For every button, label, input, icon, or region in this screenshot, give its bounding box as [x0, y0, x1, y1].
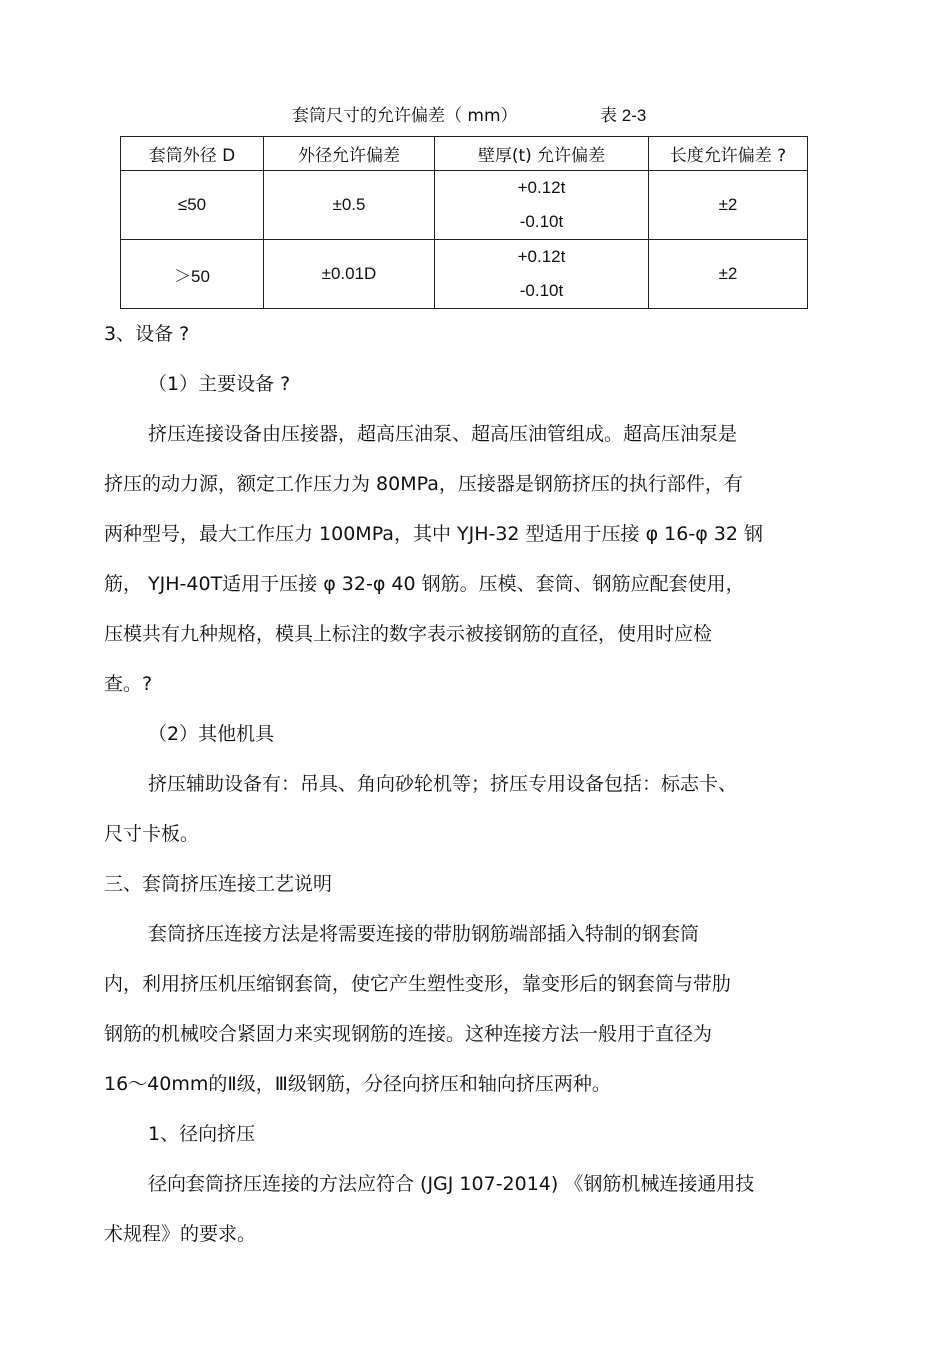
paragraph-line: 尺寸卡板。 [104, 823, 200, 845]
table-row [121, 240, 808, 309]
paragraph-line: 查。? [104, 673, 153, 695]
paragraph-line: 挤压连接设备由压接器，超高压油泵、超高压油管组成。超高压油泵是 [148, 423, 738, 445]
table-caption [0, 104, 950, 128]
paragraph-line: 筋， YJH-40T适用于压接 φ 32-φ 40 钢筋。压模、套筒、钢筋应配套使用， [104, 573, 745, 595]
paragraph-line: 挤压的动力源，额定工作压力为 80MPa，压接器是钢筋挤压的执行部件，有 [104, 473, 743, 495]
tolerance-table [120, 136, 808, 309]
paragraph-line: 钢筋的机械咬合紧固力来实现钢筋的连接。这种连接方法一般用于直径为 [104, 1023, 713, 1045]
subsection-heading: （1）主要设备 ? [148, 373, 291, 395]
wall-plus: +0.12t [517, 247, 566, 266]
wall-minus: -0.10t [519, 212, 564, 231]
cell-outer-tolerance: ±0.5 [264, 171, 435, 240]
col-header-wall-tolerance: 壁厚(t) 允许偏差 [435, 137, 649, 171]
paragraph-line: 径向套筒挤压连接的方法应符合 (JGJ 107-2014) 《钢筋机械连接通用技 [148, 1173, 755, 1195]
paragraph-line: 两种型号，最大工作压力 100MPa，其中 YJH-32 型适用于压接 φ 16-φ 32 钢 [104, 523, 763, 545]
cell-wall-tolerance [435, 171, 649, 240]
cell-wall-tolerance [435, 240, 649, 309]
subsection-heading: （2）其他机具 [148, 723, 275, 745]
cell-diameter: ＞50 [121, 240, 264, 309]
paragraph-line: 16～40mm的Ⅱ级，Ⅲ级钢筋，分径向挤压和轴向挤压两种。 [104, 1073, 611, 1095]
cell-length-tolerance: ±2 [649, 240, 808, 309]
section-heading: 三、套筒挤压连接工艺说明 [104, 873, 333, 895]
paragraph-line: 术规程》的要求。 [104, 1223, 257, 1245]
cell-diameter: ≤50 [121, 171, 264, 240]
paragraph-line: 套筒挤压连接方法是将需要连接的带肋钢筋端部插入特制的钢套筒 [148, 923, 700, 945]
paragraph-line: 挤压辅助设备有：吊具、角向砂轮机等；挤压专用设备包括：标志卡、 [148, 773, 738, 795]
paragraph-line: 压模共有九种规格，模具上标注的数字表示被接钢筋的直径，使用时应检 [104, 623, 713, 645]
col-header-length-tolerance: 长度允许偏差 ? [649, 137, 808, 171]
table-number: 表 2-3 [600, 106, 647, 125]
subsection-heading: 1、径向挤压 [148, 1123, 256, 1145]
table-row [121, 171, 808, 240]
cell-outer-tolerance: ±0.01D [264, 240, 435, 309]
document-body [104, 309, 834, 1259]
paragraph-line: 内，利用挤压机压缩钢套筒，使它产生塑性变形，靠变形后的钢套筒与带肋 [104, 973, 732, 995]
wall-plus: +0.12t [517, 178, 566, 197]
col-header-outer-tolerance: 外径允许偏差 [264, 137, 435, 171]
col-header-outer-diameter: 套筒外径 D [121, 137, 264, 171]
wall-minus: -0.10t [519, 281, 564, 300]
table-header-row [121, 137, 808, 171]
table-title: 套筒尺寸的允许偏差（ mm） [292, 106, 518, 126]
section-heading: 3、设备 ? [104, 323, 190, 345]
cell-length-tolerance: ±2 [649, 171, 808, 240]
